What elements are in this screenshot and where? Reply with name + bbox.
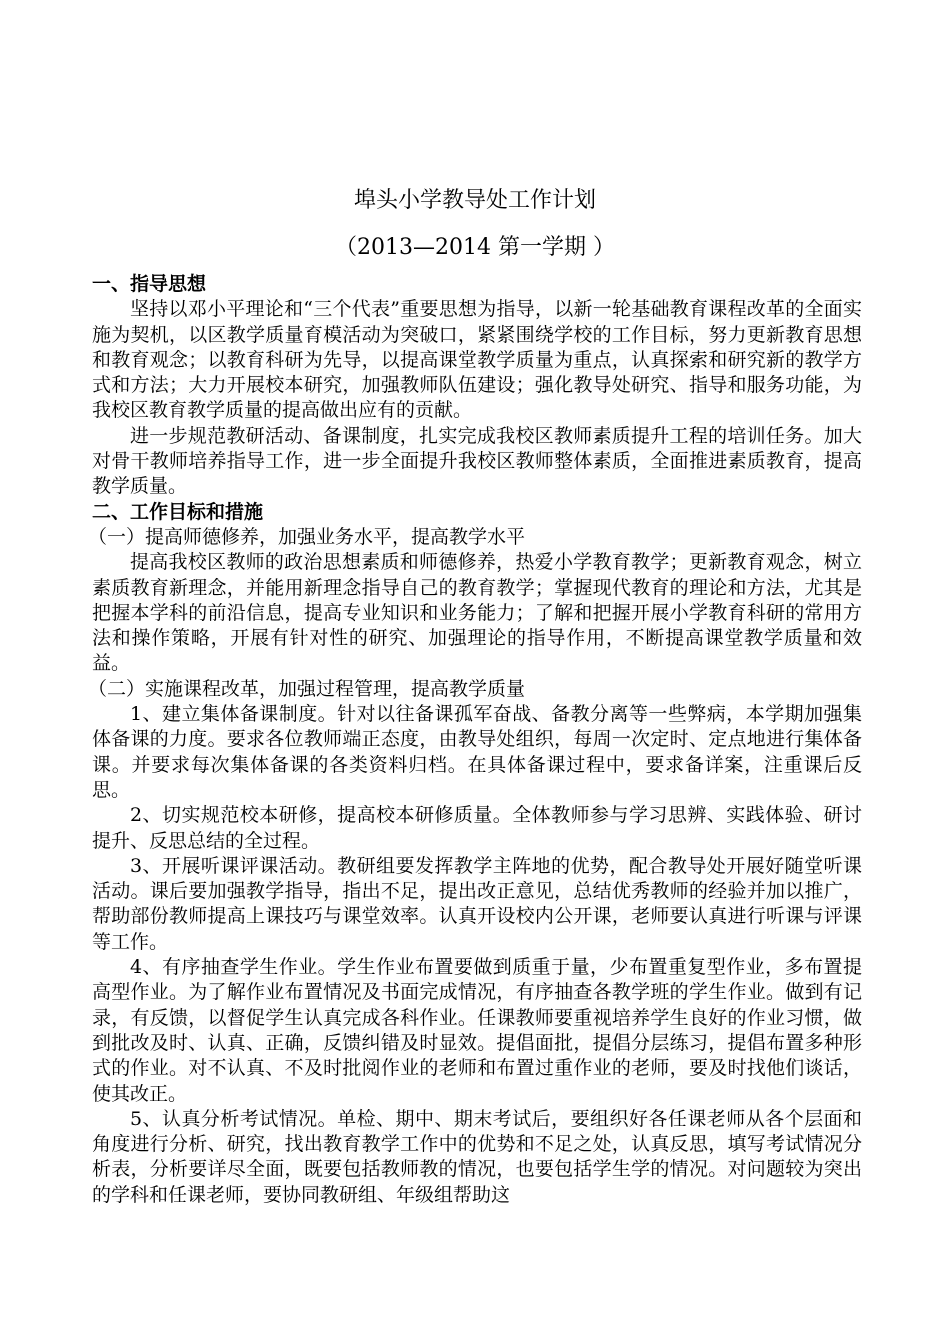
- list-item: 2、切实规范校本研修，提高校本研修质量。全体教师参与学习思辨、实践体验、研讨提升、反思总结的全过程。: [92, 804, 862, 852]
- section-heading-goals-measures: 二、工作目标和措施: [92, 500, 264, 523]
- list-item: 4、有序抽查学生作业。学生作业布置要做到质重于量，少布置重复型作业，多布置提高型作业。为了解作业布置情况及书面完成情况，有序抽查各教学班的学生作业。做到有记录，有反馈，以督促学生认真完成各科作业。任课教师要重视培养学生良好的作业习惯，做到批改及时、认真、正确，反馈纠错及时显效。提倡面批，提倡分层练习，提倡布置多种形式的作业。对不认真、不及时批阅作业的老师和布置过重作业的老师，要及时找他们谈话，使其改正。: [92, 956, 862, 1105]
- section-heading-guiding-ideology: 一、指导思想: [92, 273, 207, 295]
- document-body: [88, 272, 862, 1208]
- subsection-heading: （一）提高师德修养，加强业务水平，提高教学水平: [88, 525, 526, 548]
- document-title: 埠头小学教导处工作计划: [353, 188, 596, 213]
- list-item: 5、认真分析考试情况。单检、期中、期末考试后，要组织好各任课老师从各个层面和角度进行分析、研究，找出教育教学工作中的优势和不足之处，认真反思，填写考试情况分析表，分析要详尽全面，既要包括教师教的情况，也要包括学生学的情况。对问题较为突出的学科和任课老师，要协同教研组、年级组帮助这: [92, 1107, 862, 1206]
- paragraph: 进一步规范教研活动、备课制度，扎实完成我校区教师素质提升工程的培训任务。加大对骨干教师培养指导工作，进一步全面提升我校区教师整体素质，全面推进素质教育，提高教学质量。: [92, 424, 862, 498]
- list-item: 1、建立集体备课制度。针对以往备课孤军奋战、备教分离等一些弊病，本学期加强集体备课的力度。要求各位教师端正态度，由教导处组织，每周一次定时、定点地进行集体备课。并要求每次集体备课的各类资料归档。在具体备课过程中，要求备详案，注重课后反思。: [92, 703, 862, 801]
- list-item: 3、开展听课评课活动。教研组要发挥教学主阵地的优势，配合教导处开展好随堂听课活动。课后要加强教学指导，指出不足，提出改正意见，总结优秀教师的经验并加以推广，帮助部份教师提高上课技巧与课堂效率。认真开设校内公开课，老师要认真进行听课与评课等工作。: [92, 854, 862, 953]
- subsection-heading: （二）实施课程改革，加强过程管理，提高教学质量: [88, 677, 526, 700]
- paragraph: 坚持以邓小平理论和“三个代表”重要思想为指导，以新一轮基础教育课程改革的全面实施为契机，以区教学质量育模活动为突破口，紧紧围绕学校的工作目标，努力更新教育思想和教育观念；以教育科研为先导，以提高课堂教学质量为重点，认真探索和研究新的教学方式和方法；大力开展校本研究，加强教师队伍建设；强化教导处研究、指导和服务功能，为我校区教育教学质量的提高做出应有的贡献。: [92, 298, 862, 422]
- paragraph: 提高我校区教师的政治思想素质和师德修养，热爱小学教育教学；更新教育观念，树立素质教育新理念，并能用新理念指导自己的教育教学；掌握现代教育的理论和方法，尤其是把握本学科的前沿信息，提高专业知识和业务能力；了解和把握开展小学教育科研的常用方法和操作策略，开展有针对性的研究、加强理论的指导作用，不断提高课堂教学质量和效益。: [92, 551, 862, 675]
- document-subtitle: （2013—2014 第一学期 ）: [335, 235, 615, 260]
